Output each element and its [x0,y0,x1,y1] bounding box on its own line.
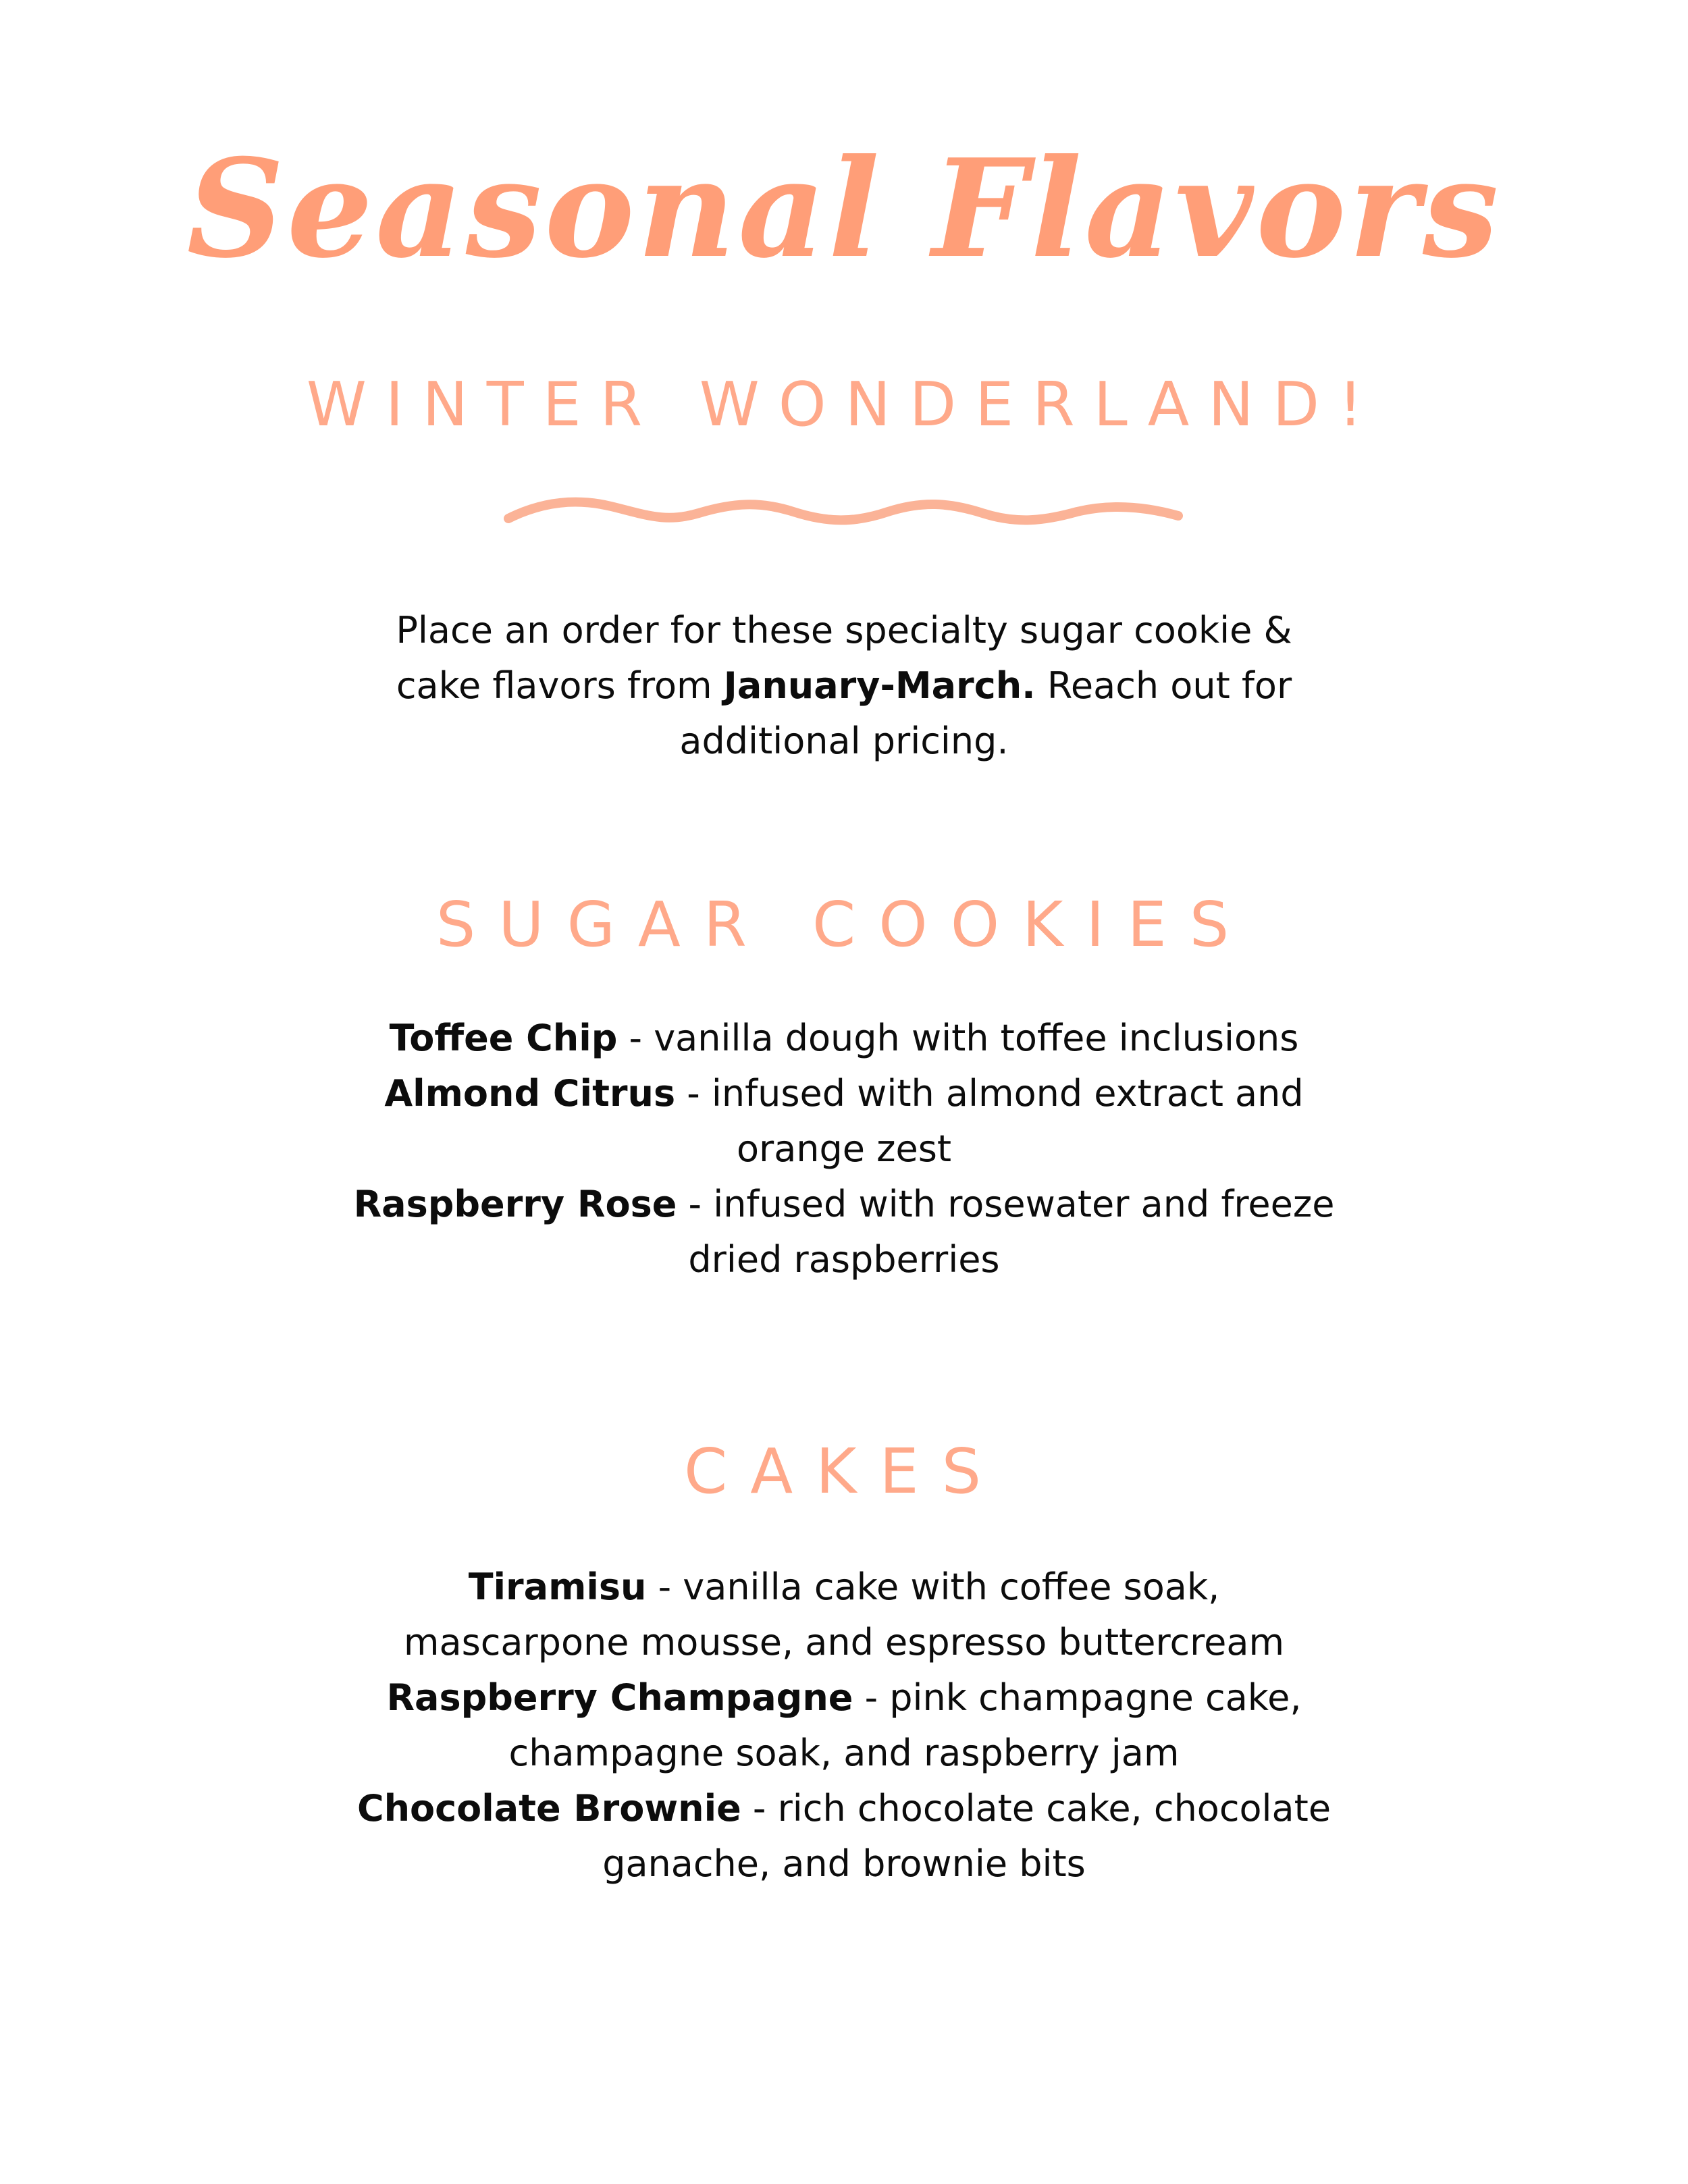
page-title: Seasonal Flavors [186,130,1502,288]
cakes-list [351,1560,1337,1892]
page-subtitle: WINTER WONDERLAND! [306,369,1382,440]
intro-date-range: January-March. [723,664,1036,707]
section-heading-cakes: CAKES [683,1435,1005,1508]
flavor-name: Tiramisu [468,1566,647,1608]
flavor-name: Chocolate Brownie [357,1787,741,1830]
flavor-description: - vanilla dough with toffee inclusions [617,1017,1299,1059]
section-heading-sugar-cookies: SUGAR COOKIES [436,888,1252,961]
flavor-name: Almond Citrus [384,1072,676,1115]
flavor-description: - pink champagne cake, champagne soak, and raspberry jam [508,1676,1302,1774]
intro-text-end: Reach out for additional pricing. [679,664,1292,762]
flavor-name: Raspberry Rose [353,1183,677,1225]
sugar-cookies-list [351,1011,1337,1287]
list-item [351,1011,1337,1066]
flavor-description: - rich chocolate cake, chocolate ganache, and brownie bits [602,1787,1331,1885]
flavor-description: - vanilla cake with coffee soak, mascarpone mousse, and espresso buttercream [403,1566,1285,1663]
flavor-description: - infused with rosewater and freeze dried raspberries [677,1183,1335,1281]
flavor-name: Toffee Chip [389,1017,618,1059]
list-item [351,1560,1337,1670]
intro-text-start: Place an order for these specialty sugar cookie & cake flavors from [396,609,1292,707]
wavy-divider [503,486,1185,533]
list-item [351,1781,1337,1892]
list-item [351,1670,1337,1781]
intro-paragraph [351,603,1337,769]
list-item [351,1066,1337,1177]
list-item [351,1177,1337,1287]
flavor-name: Raspberry Champagne [386,1676,853,1719]
flavor-description: - infused with almond extract and orange zest [675,1072,1304,1170]
